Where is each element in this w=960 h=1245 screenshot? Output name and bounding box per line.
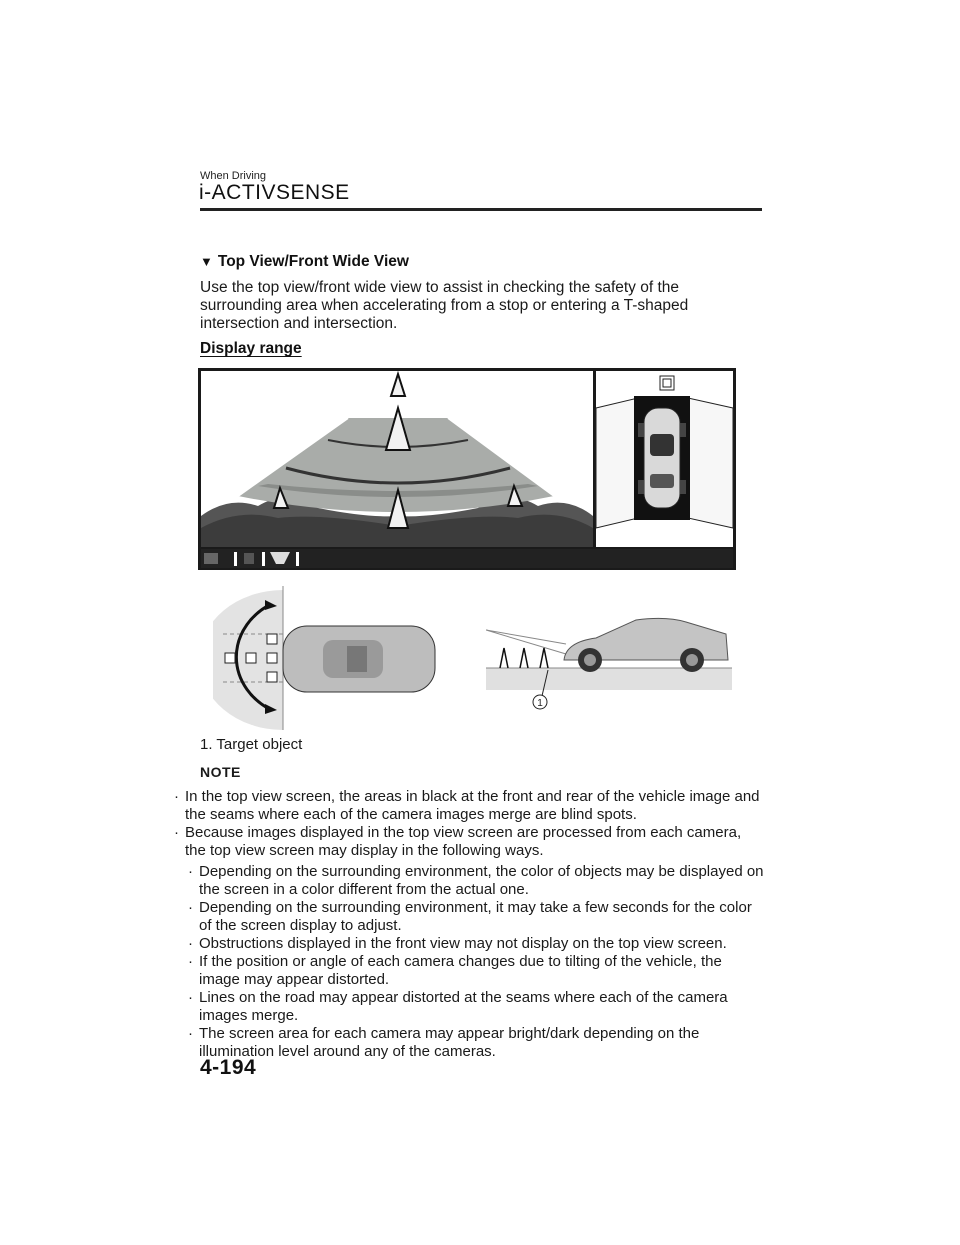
note-sub-bullet: · Depending on the surrounding environment, the color of objects may be displayed on the screen in a color different from the actual one. [188,863,764,898]
top-view-range-diagram [213,586,441,730]
note-sub-bullet: · Obstructions displayed in the front view may not display on the top view screen. [188,935,727,952]
figure-caption: 1. Target object [200,736,303,753]
note-bullet-text: In the top view screen, the areas in black at the front and rear of the vehicle image and the seams where each of the camera images merge are blind spots. [185,788,760,823]
note-sub-bullet-text: Lines on the road may appear distorted at the seams where each of the camera images merge. [199,989,728,1024]
display-range-heading: Display range [200,340,302,357]
section-heading [200,253,409,271]
camera-screen-illustration [198,368,736,570]
note-bullet: · Because images displayed in the top view screen are processed from each camera, the top view screen may display in the following ways. [174,824,742,859]
section-label: When Driving [200,170,267,182]
note-sub-bullet-text: If the position or angle of each camera changes due to tilting of the vehicle, the image may appear distorted. [199,953,722,988]
callout-number: 1 [537,698,543,709]
note-sub-bullet: · If the position or angle of each camera changes due to tilting of the vehicle, the image may appear distorted. [188,953,722,988]
note-sub-bullet: · Lines on the road may appear distorted at the seams where each of the camera images merge. [188,989,728,1024]
note-sub-bullet-text: The screen area for each camera may appear bright/dark depending on the illumination level around any of the cameras. [199,1025,700,1060]
note-bullet: · In the top view screen, the areas in black at the front and rear of the vehicle image and the seams where each of the camera images merge are blind spots. [174,788,760,823]
triangle-marker-icon: ▼ [200,254,213,269]
chapter-title: i-ACTIVSENSE [199,181,350,204]
intro-paragraph: Use the top view/front wide view to assist in checking the safety of the surrounding area when accelerating from a stop or entering a T-shaped intersection and intersection. [200,279,689,332]
note-sub-bullet-text: Obstructions displayed in the front view may not display on the top view screen. [199,935,727,952]
note-sub-bullet: · The screen area for each camera may appear bright/dark depending on the illumination level around any of the cameras. [188,1025,700,1060]
note-sub-bullet: · Depending on the surrounding environment, it may take a few seconds for the color of the screen display to adjust. [188,899,752,934]
header-rule [200,208,762,211]
note-bullet-text: Because images displayed in the top view screen are processed from each camera, the top view screen may display in the following ways. [185,824,742,859]
side-view-diagram [486,608,732,714]
section-heading-text: Top View/Front Wide View [217,253,409,270]
note-sub-bullet-text: Depending on the surrounding environment, the color of objects may be displayed on the screen in a color different from the actual one. [199,863,764,898]
note-label: NOTE [200,764,241,780]
note-sub-bullet-text: Depending on the surrounding environment, it may take a few seconds for the color of the screen display to adjust. [199,899,752,934]
page-number: 4-194 [200,1056,257,1079]
